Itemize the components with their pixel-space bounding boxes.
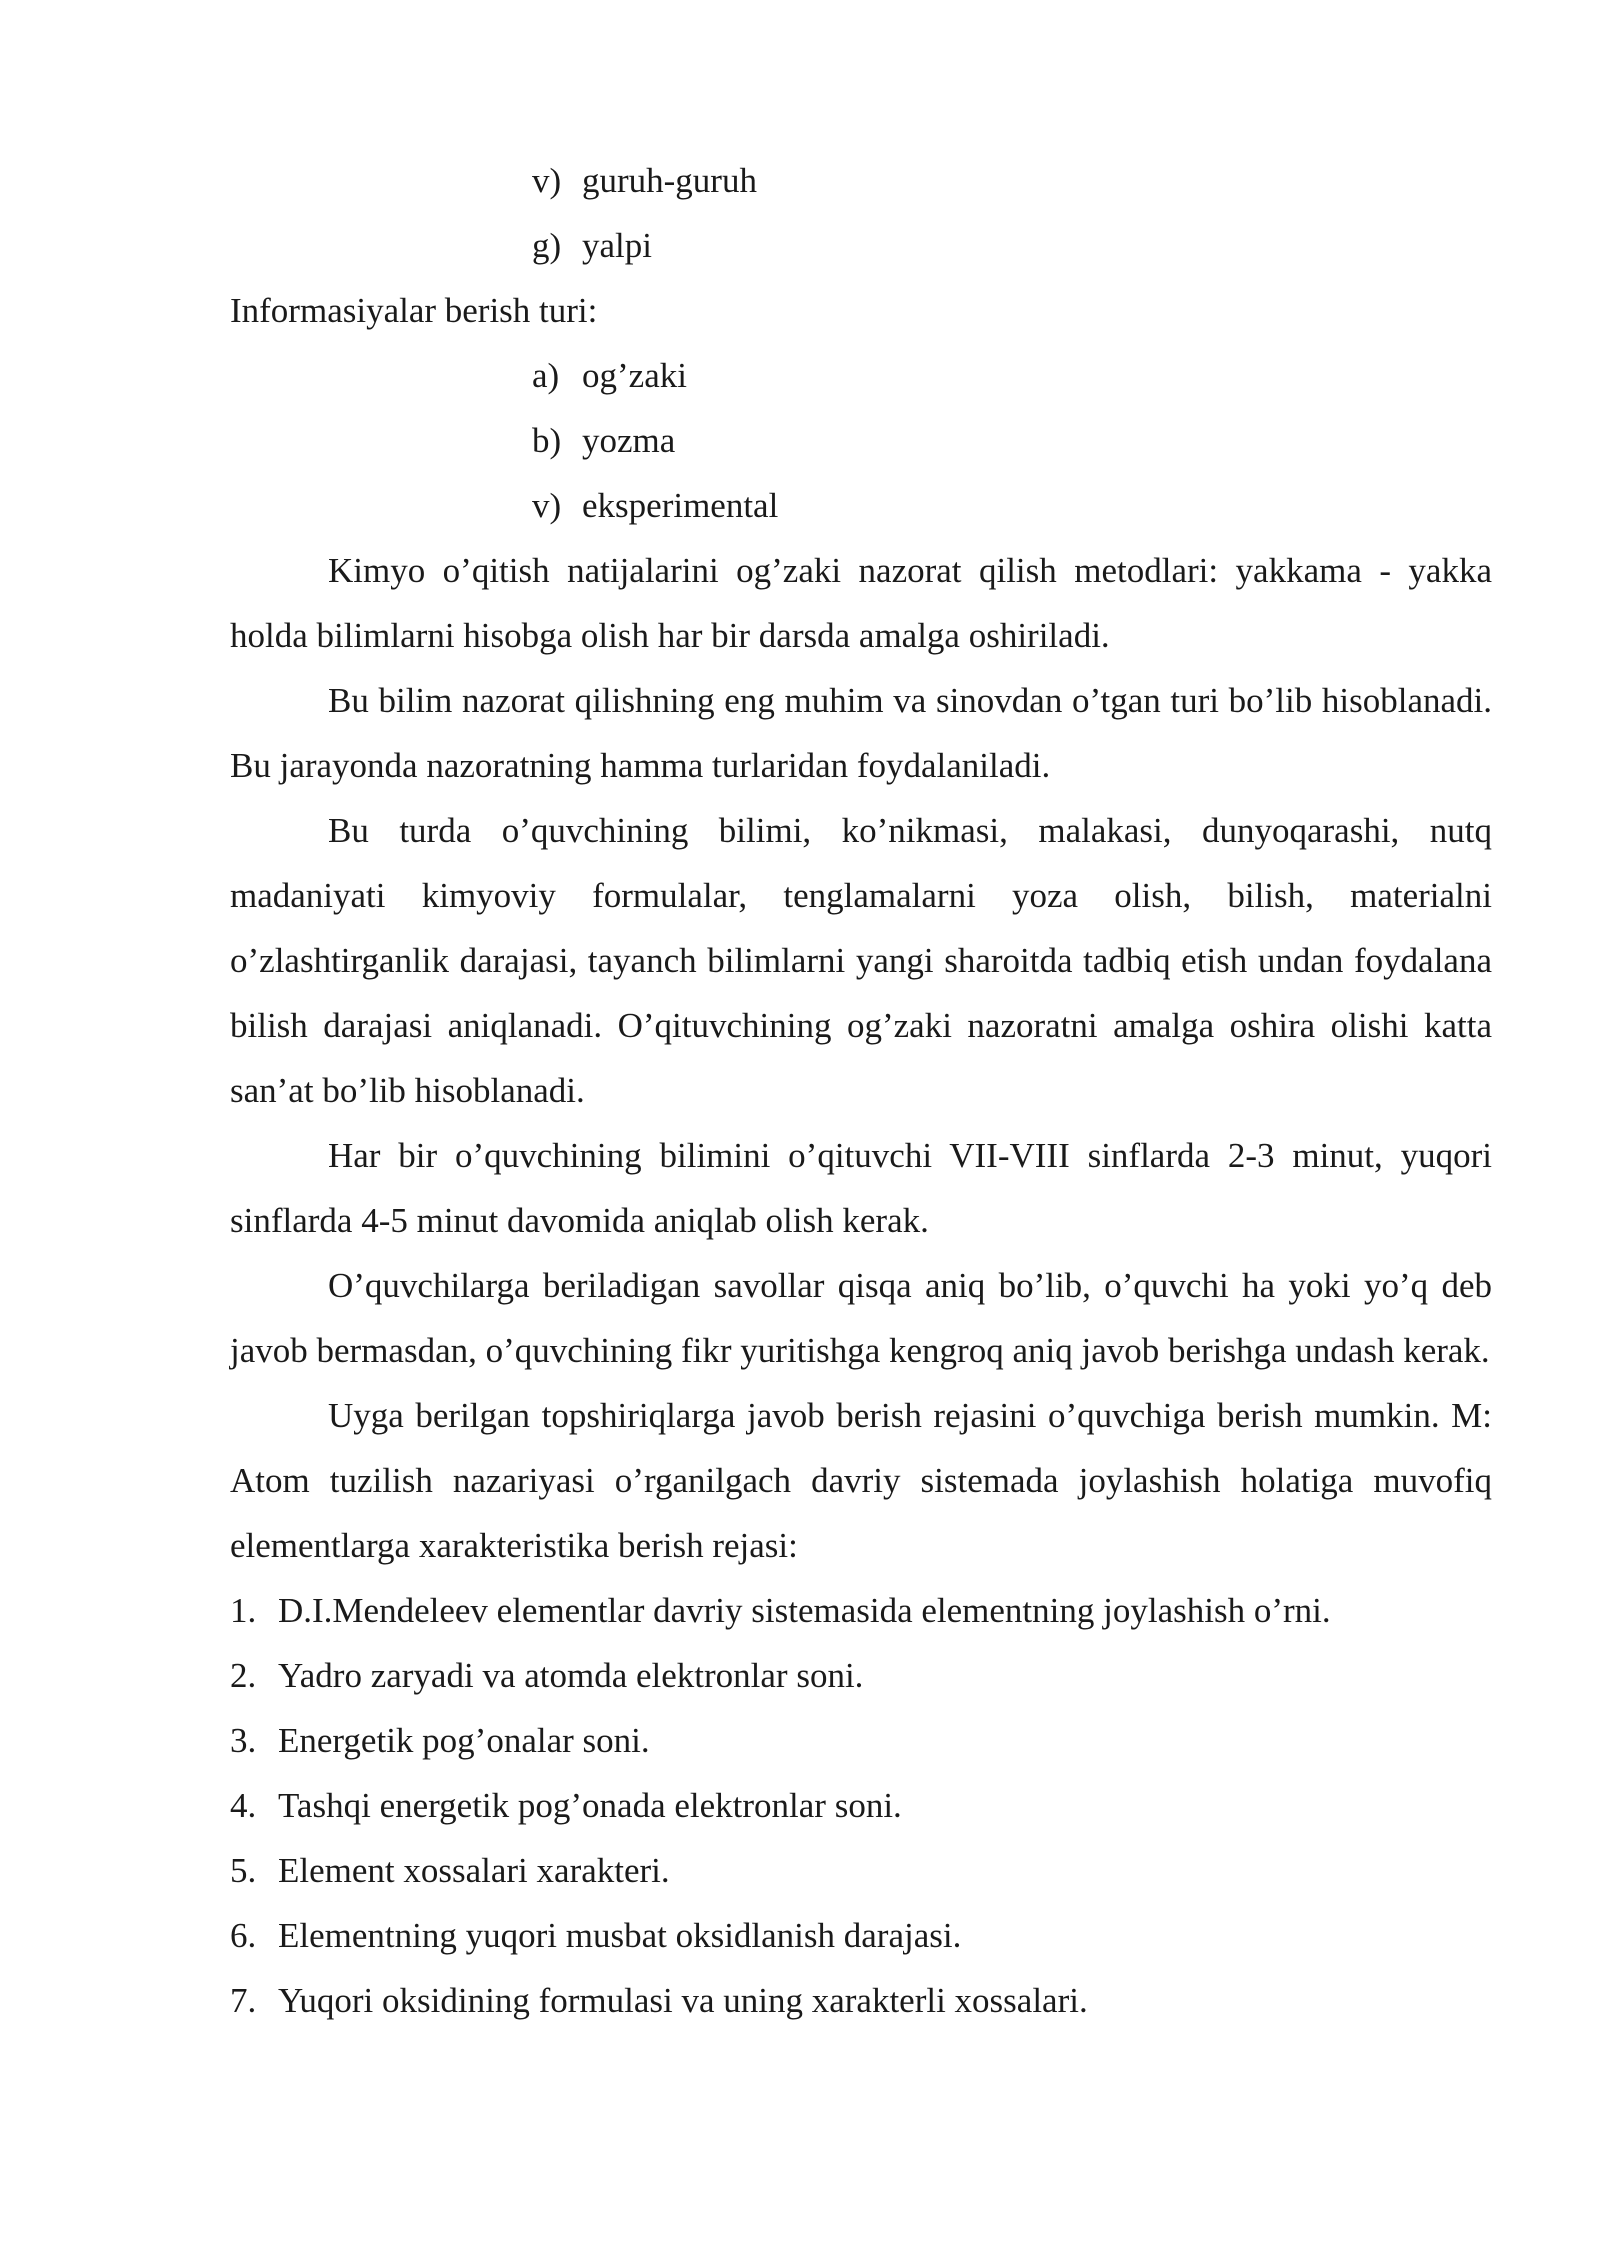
option-label: a) <box>532 356 560 395</box>
info-heading: Informasiyalar berish turi: <box>230 291 598 330</box>
list-number: 2. <box>230 1656 257 1695</box>
list-item <box>230 1903 1492 1968</box>
list-item <box>230 1578 1492 1643</box>
list-number: 1. <box>230 1591 257 1630</box>
option-text: guruh-guruh <box>582 161 757 200</box>
option-label: g) <box>532 226 562 265</box>
list-item <box>230 1773 1492 1838</box>
document-page <box>230 148 1492 2033</box>
paragraph: Kimyo o’qitish natijalarini og’zaki nazorat qilish metodlari: yakkama - yakka holda bilimlarni hisobga olish har bir darsda amalga oshiriladi. <box>230 551 1492 655</box>
option-text: yozma <box>582 421 676 460</box>
option-text: og’zaki <box>582 356 687 395</box>
list-item <box>230 1708 1492 1773</box>
list-number: 4. <box>230 1786 257 1825</box>
list-number: 7. <box>230 1981 257 2020</box>
option-item <box>230 408 1492 473</box>
paragraph: Bu bilim nazorat qilishning eng muhim va sinovdan o’tgan turi bo’lib hisoblanadi. Bu jarayonda nazoratning hamma turlaridan foydalaniladi. <box>230 681 1492 785</box>
option-text: yalpi <box>582 226 652 265</box>
list-text: Elementning yuqori musbat oksidlanish darajasi. <box>278 1916 962 1955</box>
list-item <box>230 1968 1492 2033</box>
option-label: v) <box>532 486 562 525</box>
list-text: Element xossalari xarakteri. <box>278 1851 670 1890</box>
paragraph: Uyga berilgan topshiriqlarga javob berish rejasini o’quvchiga berish mumkin. M: Atom tuzilish nazariyasi o’rganilgach davriy sistemada joylashish holatiga muvofiq elementlarga xarakteristika berish rejasi: <box>230 1396 1492 1565</box>
option-item <box>230 343 1492 408</box>
option-item <box>230 473 1492 538</box>
list-text: Energetik pog’onalar soni. <box>278 1721 650 1760</box>
list-number: 3. <box>230 1721 257 1760</box>
option-label: b) <box>532 421 562 460</box>
option-item <box>230 213 1492 278</box>
paragraph: Bu turda o’quvchining bilimi, ko’nikmasi, malakasi, dunyoqarashi, nutq madaniyati kimyoviy formulalar, tenglamalarni yoza olish, bilish, materialni o’zlashtirganlik darajasi, tayanch bilimlarni yangi sharoitda tadbiq etish undan foydalana bilish darajasi aniqlanadi. O’qituvchining og’zaki nazoratni amalga oshira olishi katta san’at bo’lib hisoblanadi. <box>230 811 1492 1110</box>
list-text: Tashqi energetik pog’onada elektronlar soni. <box>278 1786 902 1825</box>
list-number: 5. <box>230 1851 257 1890</box>
paragraph: Har bir o’quvchining bilimini o’qituvchi VII-VIII sinflarda 2-3 minut, yuqori sinflarda 4-5 minut davomida aniqlab olish kerak. <box>230 1136 1492 1240</box>
list-number: 6. <box>230 1916 257 1955</box>
list-text: D.I.Mendeleev elementlar davriy sistemasida elementning joylashish o’rni. <box>278 1591 1331 1630</box>
list-text: Yuqori oksidining formulasi va uning xarakterli xossalari. <box>278 1981 1088 2020</box>
paragraph: O’quvchilarga beriladigan savollar qisqa aniq bo’lib, o’quvchi ha yoki yo’q deb javob bermasdan, o’quvchining fikr yuritishga kengroq aniq javob berishga undash kerak. <box>230 1266 1492 1370</box>
option-label: v) <box>532 161 562 200</box>
list-text: Yadro zaryadi va atomda elektronlar soni. <box>278 1656 864 1695</box>
option-item <box>230 148 1492 213</box>
list-item <box>230 1838 1492 1903</box>
list-item <box>230 1643 1492 1708</box>
option-text: eksperimental <box>582 486 779 525</box>
